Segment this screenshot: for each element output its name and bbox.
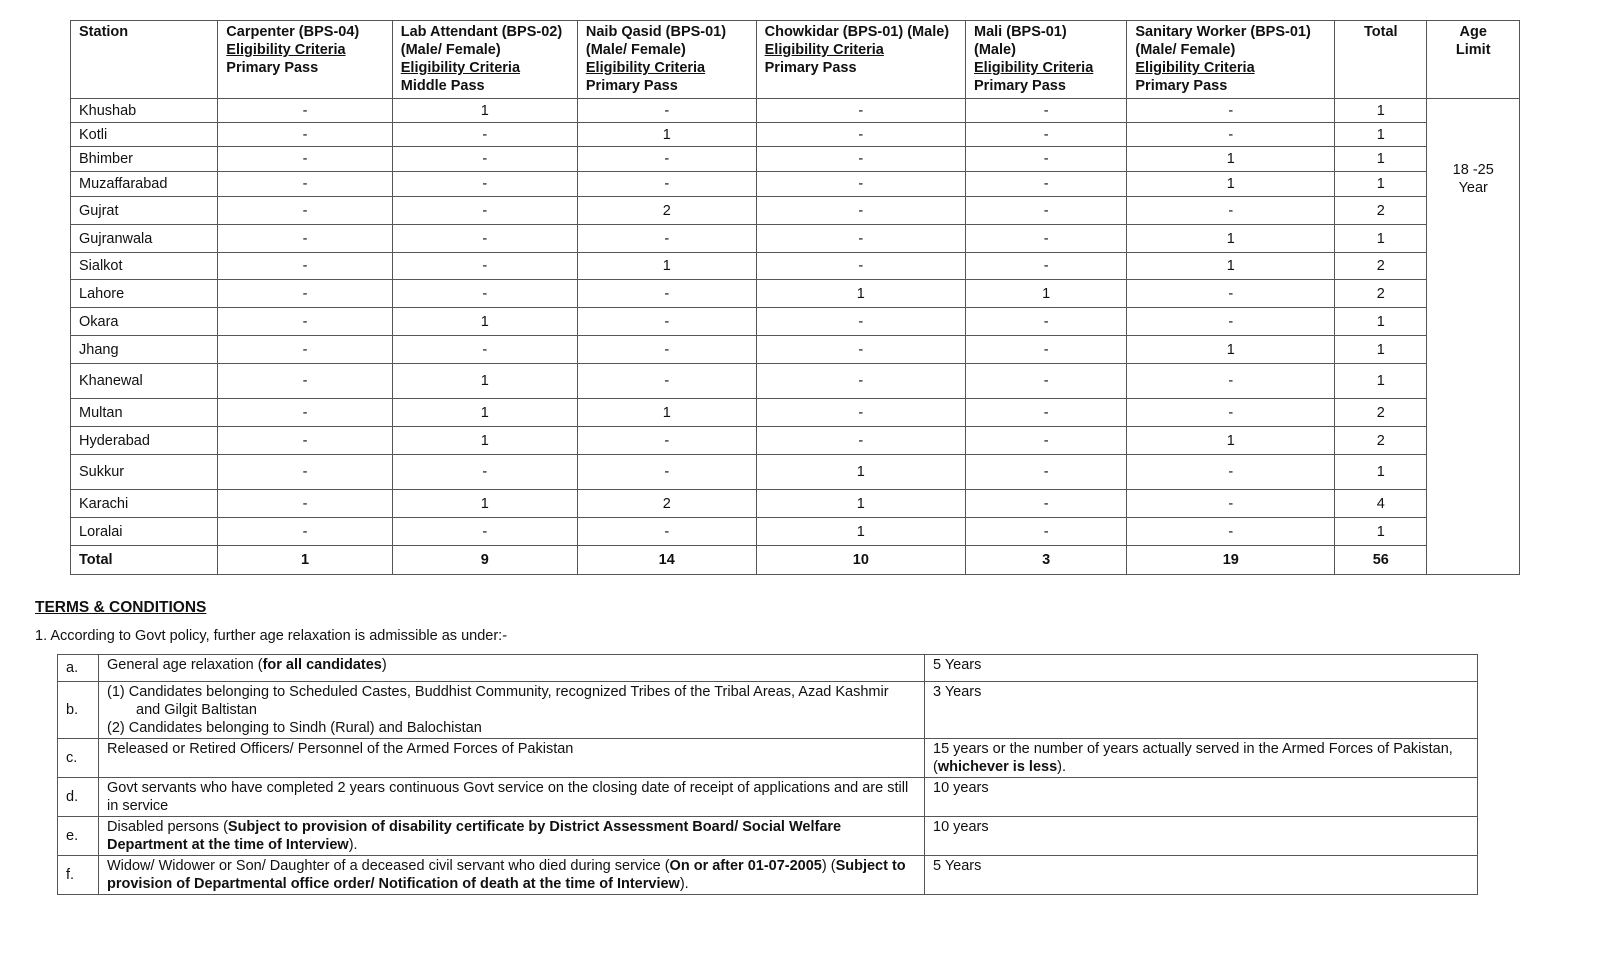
text-segment: General age relaxation ( <box>107 657 263 673</box>
column-header <box>756 21 965 99</box>
header-line: (Male) <box>974 42 1016 58</box>
cell-value: - <box>392 225 577 253</box>
header-line: Limit <box>1455 42 1491 58</box>
description-line <box>107 683 916 719</box>
cell-value: - <box>577 172 756 197</box>
cell-value: 1 <box>392 490 577 518</box>
cell-value: 1 <box>1127 172 1335 197</box>
cell-value: - <box>966 123 1127 147</box>
cell-value: - <box>1127 399 1335 427</box>
description-line <box>107 719 916 737</box>
text-segment: 10 years <box>933 780 989 796</box>
column-header <box>71 21 218 99</box>
cell-value: 4 <box>1335 490 1427 518</box>
header-line: Primary Pass <box>226 60 319 76</box>
cell-value: - <box>1127 490 1335 518</box>
station-name: Okara <box>71 308 218 336</box>
header-line: Eligibility Criteria <box>585 60 706 76</box>
cell-value: - <box>756 225 965 253</box>
cell-value: - <box>756 336 965 364</box>
relaxation-value <box>925 856 1478 895</box>
text-segment: Disabled persons ( <box>107 819 228 835</box>
table-row <box>71 308 1520 336</box>
text-segment: 3 Years <box>933 684 982 700</box>
table-row <box>71 280 1520 308</box>
station-name: Kotli <box>71 123 218 147</box>
total-label: Total <box>71 546 218 575</box>
table-row <box>71 455 1520 490</box>
text-segment: ) ( <box>821 858 836 874</box>
cell-value: 1 <box>1335 99 1427 123</box>
cell-value: 1 <box>1335 147 1427 172</box>
cell-value: - <box>966 399 1127 427</box>
cell-value: - <box>756 308 965 336</box>
station-name: Khanewal <box>71 364 218 399</box>
cell-value: - <box>1127 280 1335 308</box>
cell-value: - <box>1127 308 1335 336</box>
table-row <box>71 490 1520 518</box>
cell-value: 1 <box>756 455 965 490</box>
column-header <box>1427 21 1520 99</box>
cell-value: - <box>1127 197 1335 225</box>
cell-value: - <box>1127 99 1335 123</box>
text-segment: ). <box>348 837 358 853</box>
cell-value: - <box>1127 123 1335 147</box>
cell-value: 1 <box>756 518 965 546</box>
text-segment: 5 Years <box>933 858 982 874</box>
text-segment: Released or Retired Officers/ Personnel of the Armed Forces of Pakistan <box>107 741 574 757</box>
cell-value: 1 <box>1127 336 1335 364</box>
cell-value: - <box>756 147 965 172</box>
cell-value: - <box>392 518 577 546</box>
header-line: Mali (BPS-01) <box>974 24 1067 40</box>
cell-value: - <box>577 336 756 364</box>
table-row <box>71 427 1520 455</box>
cell-value: - <box>577 518 756 546</box>
table-header-row <box>71 21 1520 99</box>
cell-value: 1 <box>392 427 577 455</box>
table-row <box>71 147 1520 172</box>
cell-value: 2 <box>577 490 756 518</box>
cell-value: 2 <box>1335 253 1427 280</box>
header-line: Primary Pass <box>764 60 857 76</box>
relaxation-description <box>99 817 925 856</box>
cell-value: 1 <box>966 280 1127 308</box>
cell-value: 1 <box>1127 147 1335 172</box>
text-segment: ). <box>679 876 689 892</box>
cell-value: - <box>1127 518 1335 546</box>
age-relaxation-table <box>57 654 1478 895</box>
row-label: e. <box>58 817 99 856</box>
cell-value: - <box>392 455 577 490</box>
column-header <box>218 21 392 99</box>
cell-value: - <box>756 427 965 455</box>
cell-value: - <box>756 172 965 197</box>
relaxation-row <box>58 682 1478 739</box>
station-name: Khushab <box>71 99 218 123</box>
cell-value: - <box>577 455 756 490</box>
header-line: Eligibility Criteria <box>974 60 1094 76</box>
station-name: Karachi <box>71 490 218 518</box>
total-value: 19 <box>1127 546 1335 575</box>
text-segment: On or after 01-07-2005 <box>669 858 822 874</box>
cell-value: - <box>392 147 577 172</box>
cell-value: - <box>218 197 392 225</box>
cell-value: - <box>756 364 965 399</box>
cell-value: 1 <box>1335 225 1427 253</box>
cell-value: - <box>966 147 1127 172</box>
header-line: Primary Pass <box>974 78 1066 94</box>
header-line: Chowkidar (BPS-01) (Male) <box>764 24 950 40</box>
header-line: Eligibility Criteria <box>764 42 884 58</box>
header-line: Primary Pass <box>585 78 678 94</box>
cell-value: 1 <box>1127 253 1335 280</box>
terms-title: TERMS & CONDITIONS <box>35 599 207 616</box>
cell-value: 1 <box>577 123 756 147</box>
station-name: Lahore <box>71 280 218 308</box>
header-line: Middle Pass <box>400 78 485 94</box>
total-value: 9 <box>392 546 577 575</box>
terms-intro: 1. According to Govt policy, further age relaxation is admissible as under:- <box>35 628 508 644</box>
cell-value: - <box>756 123 965 147</box>
table-row <box>71 336 1520 364</box>
header-line: (Male/ Female) <box>1135 42 1236 58</box>
row-label: f. <box>58 856 99 895</box>
cell-value: - <box>966 336 1127 364</box>
table-row <box>71 123 1520 147</box>
cell-value: - <box>392 336 577 364</box>
cell-value: - <box>966 253 1127 280</box>
cell-value: 2 <box>1335 399 1427 427</box>
row-label: d. <box>58 778 99 817</box>
cell-value: 1 <box>577 253 756 280</box>
cell-value: - <box>966 308 1127 336</box>
cell-value: - <box>966 99 1127 123</box>
cell-value: - <box>218 225 392 253</box>
station-name: Sukkur <box>71 455 218 490</box>
relaxation-description <box>99 778 925 817</box>
station-name: Multan <box>71 399 218 427</box>
total-value: 10 <box>756 546 965 575</box>
cell-value: 2 <box>577 197 756 225</box>
cell-value: - <box>218 123 392 147</box>
table-row <box>71 197 1520 225</box>
relaxation-description <box>99 739 925 778</box>
relaxation-row <box>58 655 1478 682</box>
row-label: b. <box>58 682 99 739</box>
station-name: Bhimber <box>71 147 218 172</box>
total-value: 14 <box>577 546 756 575</box>
text-segment: (1) Candidates belonging to Scheduled Castes, Buddhist Community, recognized Tribes of the Tribal Areas, Azad Kashmir and Gilgit Baltistan <box>107 684 889 718</box>
station-name: Hyderabad <box>71 427 218 455</box>
table-row <box>71 99 1520 123</box>
cell-value: 1 <box>392 99 577 123</box>
relaxation-value <box>925 817 1478 856</box>
cell-value: - <box>966 225 1127 253</box>
header-line: Age <box>1459 24 1487 40</box>
text-segment: whichever is less <box>937 759 1058 775</box>
cell-value: 1 <box>392 399 577 427</box>
cell-value: - <box>966 518 1127 546</box>
row-label: c. <box>58 739 99 778</box>
description-line <box>107 857 916 893</box>
text-segment: ) <box>381 657 387 673</box>
row-label: a. <box>58 655 99 682</box>
cell-value: 1 <box>1335 336 1427 364</box>
cell-value: 1 <box>392 364 577 399</box>
station-name: Gujrat <box>71 197 218 225</box>
text-segment: Widow/ Widower or Son/ Daughter of a deceased civil servant who died during service ( <box>107 858 670 874</box>
table-row <box>71 518 1520 546</box>
cell-value: 2 <box>1335 197 1427 225</box>
total-value: 56 <box>1335 546 1427 575</box>
cell-value: - <box>218 147 392 172</box>
cell-value: - <box>1127 364 1335 399</box>
relaxation-row <box>58 856 1478 895</box>
text-segment: 10 years <box>933 819 989 835</box>
header-line: Primary Pass <box>1135 78 1228 94</box>
cell-value: - <box>966 172 1127 197</box>
station-name: Jhang <box>71 336 218 364</box>
cell-value: 1 <box>756 490 965 518</box>
cell-value: - <box>218 336 392 364</box>
cell-value: - <box>756 197 965 225</box>
cell-value: 1 <box>1127 225 1335 253</box>
cell-value: - <box>966 364 1127 399</box>
relaxation-value <box>925 682 1478 739</box>
cell-value: - <box>392 172 577 197</box>
column-header <box>1127 21 1335 99</box>
text-segment: for all candidates <box>262 657 382 673</box>
total-row <box>71 546 1520 575</box>
cell-value: - <box>218 253 392 280</box>
cell-value: - <box>218 518 392 546</box>
station-name: Gujranwala <box>71 225 218 253</box>
cell-value: - <box>966 197 1127 225</box>
cell-value: - <box>218 280 392 308</box>
age-limit-line: Year <box>1458 180 1488 196</box>
cell-value: - <box>218 455 392 490</box>
header-line: Eligibility Criteria <box>1135 60 1255 76</box>
cell-value: - <box>218 99 392 123</box>
header-line: Station <box>79 24 129 40</box>
cell-value: - <box>392 197 577 225</box>
relaxation-description <box>99 655 925 682</box>
cell-value: - <box>577 427 756 455</box>
column-header <box>1335 21 1427 99</box>
relaxation-description <box>99 856 925 895</box>
cell-value: - <box>392 280 577 308</box>
header-line: Eligibility Criteria <box>400 60 521 76</box>
description-line <box>107 818 916 854</box>
header-line: Eligibility Criteria <box>226 42 346 58</box>
relaxation-row <box>58 778 1478 817</box>
station-name: Loralai <box>71 518 218 546</box>
table-row <box>71 364 1520 399</box>
station-name: Muzaffarabad <box>71 172 218 197</box>
cell-value: - <box>218 364 392 399</box>
cell-value: - <box>1127 455 1335 490</box>
cell-value: - <box>756 99 965 123</box>
column-header <box>966 21 1127 99</box>
header-line: Total <box>1364 24 1398 40</box>
cell-value: - <box>392 123 577 147</box>
station-name: Sialkot <box>71 253 218 280</box>
cell-value: - <box>218 172 392 197</box>
cell-value: 1 <box>1335 172 1427 197</box>
cell-value: - <box>756 399 965 427</box>
cell-value: - <box>966 490 1127 518</box>
table-row <box>71 172 1520 197</box>
cell-value: 1 <box>756 280 965 308</box>
column-header <box>577 21 756 99</box>
cell-value: 2 <box>1335 280 1427 308</box>
cell-value: - <box>218 399 392 427</box>
relaxation-row <box>58 739 1478 778</box>
cell-value: - <box>577 308 756 336</box>
age-limit-line: 18 -25 <box>1452 162 1494 178</box>
header-line: Naib Qasid (BPS-01) <box>585 24 727 40</box>
relaxation-value <box>925 655 1478 682</box>
table-row <box>71 225 1520 253</box>
cell-value: - <box>577 99 756 123</box>
cell-value: 1 <box>1335 123 1427 147</box>
text-segment: Subject to provision of Departmental office order/ Notification of death at the time of Interview <box>107 858 906 892</box>
cell-value: - <box>218 308 392 336</box>
relaxation-description <box>99 682 925 739</box>
cell-value: 1 <box>1335 308 1427 336</box>
cell-value: - <box>966 455 1127 490</box>
text-segment: 15 years or the number of years actually served in the Armed Forces of Pakistan, ( <box>933 741 1453 775</box>
column-header <box>392 21 577 99</box>
cell-value: - <box>577 280 756 308</box>
cell-value: 2 <box>1335 427 1427 455</box>
cell-value: 1 <box>1127 427 1335 455</box>
cell-value: 1 <box>577 399 756 427</box>
cell-value: 1 <box>1335 455 1427 490</box>
text-segment: Govt servants who have completed 2 years continuous Govt service on the closing date of receipt of applications and are still in service <box>107 780 909 814</box>
cell-value: - <box>577 147 756 172</box>
cell-value: - <box>577 225 756 253</box>
cell-value: - <box>218 427 392 455</box>
header-line: Sanitary Worker (BPS-01) <box>1135 24 1311 40</box>
relaxation-value <box>925 739 1478 778</box>
cell-value: 1 <box>392 308 577 336</box>
description-line <box>107 779 916 815</box>
text-segment: (2) Candidates belonging to Sindh (Rural) and Balochistan <box>107 720 482 736</box>
cell-value: 1 <box>1335 364 1427 399</box>
text-segment: 5 Years <box>933 657 982 673</box>
text-segment: ). <box>1057 759 1066 775</box>
header-line: (Male/ Female) <box>400 42 501 58</box>
cell-value: - <box>392 253 577 280</box>
description-line <box>107 656 916 674</box>
text-segment: Subject to provision of disability certificate by District Assessment Board/ Social Welfare Department at the time of Interview <box>107 819 842 853</box>
description-line <box>107 740 916 758</box>
cell-value: 1 <box>1335 518 1427 546</box>
header-line: Lab Attendant (BPS-02) <box>400 24 563 40</box>
cell-value: - <box>756 253 965 280</box>
cell-value: - <box>577 364 756 399</box>
table-row <box>71 253 1520 280</box>
header-line: (Male/ Female) <box>585 42 686 58</box>
cell-value: - <box>966 427 1127 455</box>
table-row <box>71 399 1520 427</box>
cell-value: - <box>218 490 392 518</box>
total-value: 3 <box>966 546 1127 575</box>
relaxation-row <box>58 817 1478 856</box>
header-line: Carpenter (BPS-04) <box>226 24 360 40</box>
vacancy-table <box>70 20 1520 575</box>
relaxation-value <box>925 778 1478 817</box>
total-value: 1 <box>218 546 392 575</box>
age-limit-cell <box>1427 99 1520 575</box>
